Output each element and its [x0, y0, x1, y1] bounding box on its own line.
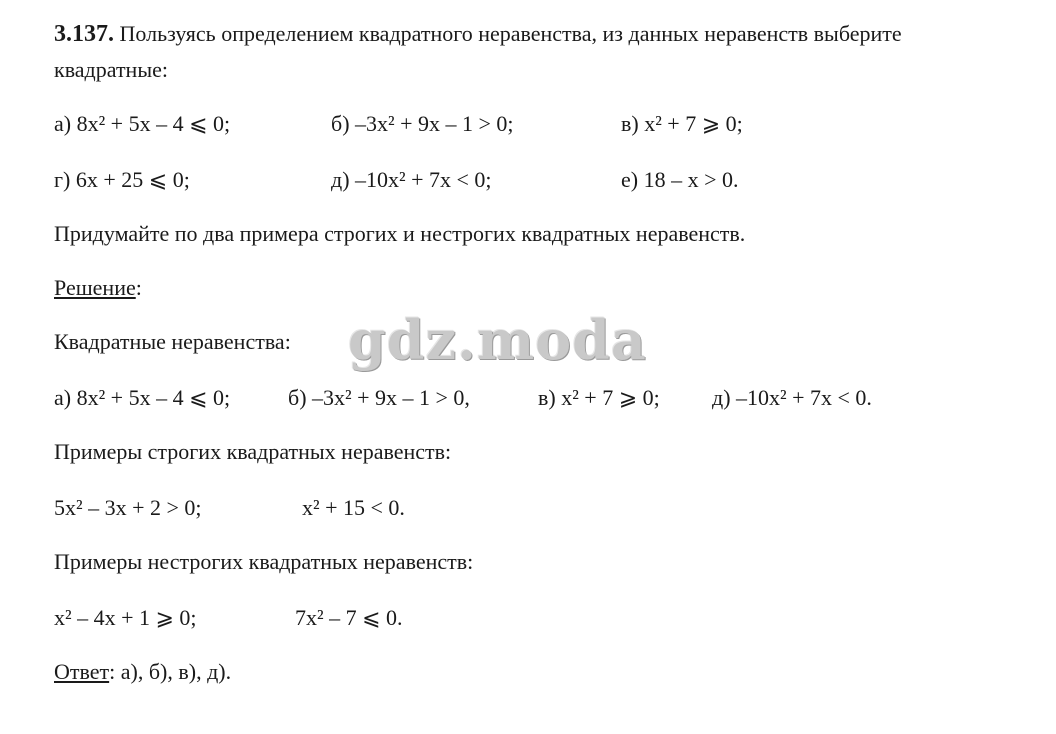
- answer-line: [54, 658, 231, 686]
- problem-line-1: [54, 20, 902, 48]
- problem-text-line-2: квадратные:: [54, 57, 168, 82]
- task-2-text: Придумайте по два примера строгих и нестрогих квадратных неравенств.: [54, 221, 746, 246]
- solution-heading: Решение: [54, 275, 136, 300]
- strict-example-2: x² + 15 < 0.: [302, 495, 405, 520]
- answer-label: Ответ: [54, 659, 110, 684]
- solution-heading-line: [54, 274, 142, 302]
- quadratic-item-v: в) x² + 7 ⩾ 0;: [538, 385, 660, 410]
- strict-label: Примеры строгих квадратных неравенств:: [54, 439, 452, 464]
- watermark-logo: gdz.moda: [348, 308, 647, 372]
- problem-text-line-1: Пользуясь определением квадратного неравенства, из данных неравенств выберите: [119, 21, 902, 46]
- nonstrict-example-1: x² – 4x + 1 ⩾ 0;: [54, 605, 197, 630]
- strict-example-1: 5x² – 3x + 2 > 0;: [54, 495, 202, 520]
- nonstrict-example-2: 7x² – 7 ⩽ 0.: [295, 605, 403, 630]
- quadratic-item-b: б) –3x² + 9x – 1 > 0,: [288, 385, 470, 410]
- option-g: г) 6x + 25 ⩽ 0;: [54, 167, 190, 192]
- answer-value: : а), б), в), д).: [109, 659, 232, 684]
- quadratic-item-d: д) –10x² + 7x < 0.: [712, 385, 872, 410]
- option-v: в) x² + 7 ⩾ 0;: [621, 111, 743, 136]
- problem-number: 3.137.: [54, 21, 114, 47]
- quadratic-label: Квадратные неравенства:: [54, 329, 291, 354]
- solution-heading-colon: :: [135, 275, 142, 300]
- option-a: а) 8x² + 5x – 4 ⩽ 0;: [54, 111, 231, 136]
- option-b: б) –3x² + 9x – 1 > 0;: [331, 111, 514, 136]
- nonstrict-label: Примеры нестрогих квадратных неравенств:: [54, 549, 474, 574]
- quadratic-item-a: а) 8x² + 5x – 4 ⩽ 0;: [54, 385, 231, 410]
- option-d: д) –10x² + 7x < 0;: [331, 167, 492, 192]
- option-e: е) 18 – x > 0.: [621, 167, 739, 192]
